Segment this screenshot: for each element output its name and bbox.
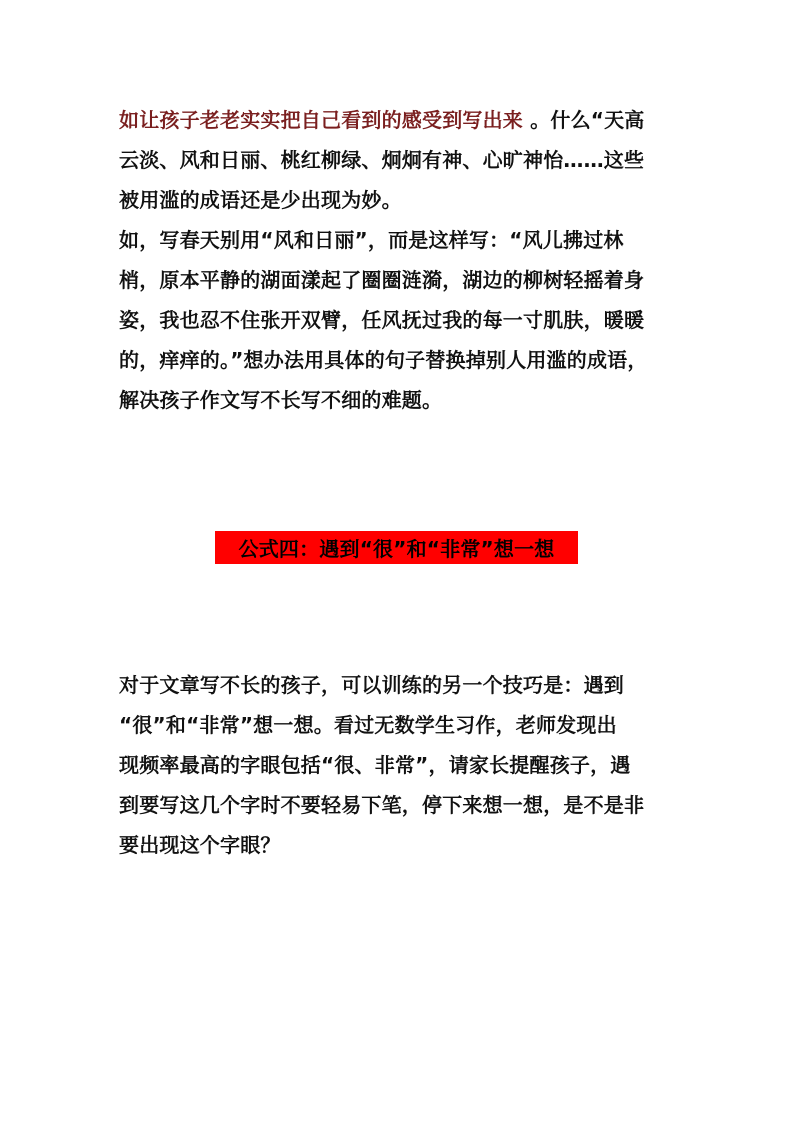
text-line: 到要写这几个字时不要轻易下笔，停下来想一想，是不是非 (119, 793, 645, 817)
text-line: “很”和“非常”想一想。看过无数学生习作，老师发现出 (119, 713, 617, 737)
paragraph-very-technique (119, 665, 679, 865)
paragraph-idioms-overuse (119, 100, 679, 220)
text-line: 对于文章写不长的孩子，可以训练的另一个技巧是：遇到 (119, 673, 624, 697)
text-line: 解决孩子作文写不长写不细的难题。 (119, 388, 443, 412)
text-line (119, 100, 679, 140)
text-line: 的，痒痒的。”想办法用具体的句子替换掉别人用滥的成语， (119, 348, 648, 372)
text-line: 要出现这个字眼？ (119, 833, 281, 857)
section-heading-text: 公式四：遇到“很”和“非常”想一想 (238, 537, 555, 561)
paragraph-spring-example (119, 220, 679, 420)
text-line: 姿，我也忍不住张开双臂，任风抚过我的每一寸肌肤，暖暖 (119, 308, 645, 332)
text-line: 现频率最高的字眼包括“很、非常”，请家长提醒孩子，遇 (119, 753, 631, 777)
section-heading-formula-four (215, 531, 578, 564)
text-line-rest: 。什么“天高 (523, 108, 645, 132)
text-line: 如，写春天别用“风和日丽”，而是这样写：“风儿拂过林 (119, 228, 624, 252)
text-line: 梢，原本平静的湖面漾起了圈圈涟漪，湖边的柳树轻摇着身 (119, 268, 645, 292)
highlighted-phrase: 如让孩子老老实实把自己看到的感受到写出来 (119, 108, 523, 132)
text-line: 被用滥的成语还是少出现为妙。 (119, 188, 402, 212)
text-line: 云淡、风和日丽、桃红柳绿、炯炯有神、心旷神怡……这些 (119, 148, 645, 172)
